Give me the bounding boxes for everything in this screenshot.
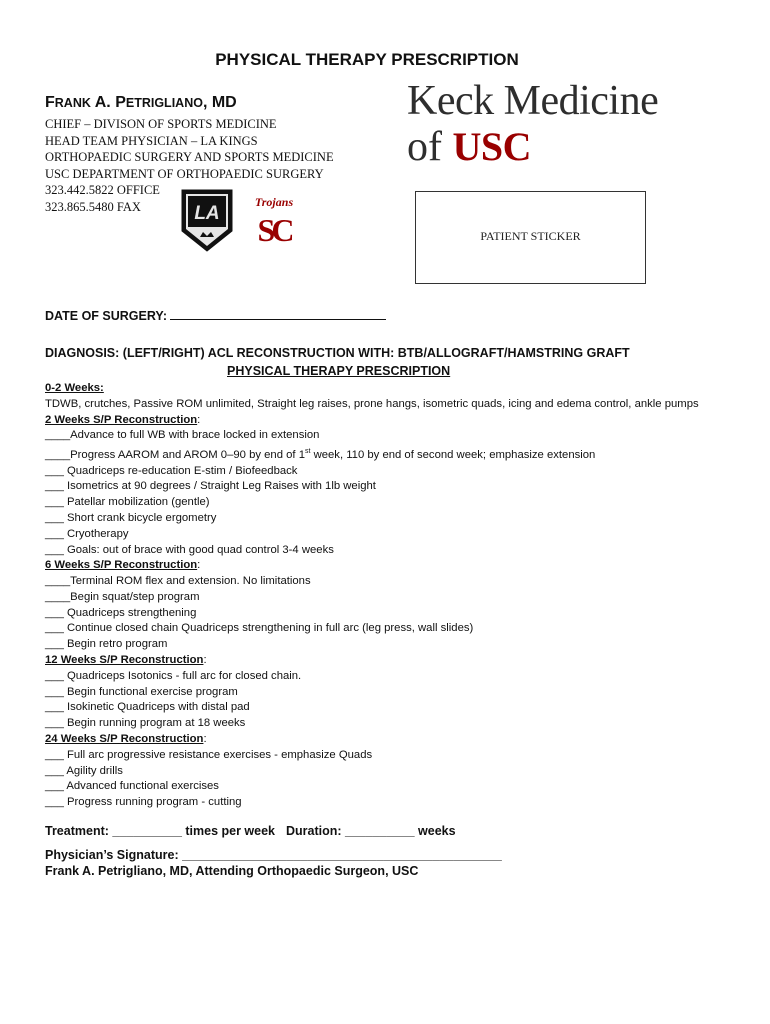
credential-line: HEAD TEAM PHYSICIAN – LA KINGS [45,133,258,148]
la-kings-shield-icon [179,187,235,255]
keck-logo-usc: USC [452,124,532,169]
patient-sticker-box[interactable] [415,191,646,284]
checklist-item[interactable]: ___ Cryotherapy [45,527,129,540]
treatment-frequency[interactable]: Treatment: __________ times per week [45,824,275,838]
phase-heading-12-weeks-label: 12 Weeks S/P Reconstruction [45,654,204,667]
date-of-surgery-label: DATE OF SURGERY: [45,309,167,323]
checklist-item[interactable]: ___ Advanced functional exercises [45,780,219,793]
checklist-item[interactable]: ____Begin squat/step program [45,590,200,603]
phase-heading-2-weeks-label: 2 Weeks S/P Reconstruction [45,413,198,426]
phase-heading-24-weeks-label: 24 Weeks S/P Reconstruction [45,732,204,745]
ordinal-suffix: st [304,448,311,456]
checklist-item[interactable]: ____Advance to full WB with brace locked in extension [45,429,320,442]
checklist-item[interactable]: ___ Begin retro program [45,638,168,651]
doctor-name-rank: RANK [54,96,91,110]
checklist-item[interactable]: ____Terminal ROM flex and extension. No limitations [45,575,311,588]
doctor-name-a-p: A. P [90,94,126,111]
date-of-surgery-field[interactable] [170,308,386,320]
keck-medicine-logo [407,78,658,170]
trojans-sc-icon [248,195,300,247]
phase-heading-0-2-weeks: 0-2 Weeks: [45,382,104,394]
checklist-item[interactable]: ___ Goals: out of brace with good quad control 3-4 weeks [45,543,334,556]
checklist-item[interactable]: ___ Quadriceps strengthening [45,606,197,619]
checklist-item[interactable]: ___ Continue closed chain Quadriceps strengthening in full arc (leg press, wall slides) [45,622,474,635]
usc-trojans-logo [248,195,300,252]
signature-label: Physician’s Signature: [45,848,179,862]
credential-line: USC DEPARTMENT OF ORTHOPAEDIC SURGERY [45,166,324,181]
fax-number: 323.865.5480 FAX [45,199,141,214]
checklist-item-text: week, 110 by end of second week; emphasize extension [310,448,596,461]
checklist-item[interactable]: ___ Quadriceps Isotonics - full arc for closed chain. [45,669,302,682]
la-kings-logo [179,187,235,260]
keck-logo-line1: Keck Medicine [407,78,659,124]
credential-line: ORTHOPAEDIC SURGERY AND SPORTS MEDICINE [45,150,334,165]
keck-logo-of: of [407,124,453,170]
patient-sticker-label: PATIENT STICKER [480,229,581,243]
treatment-row [45,824,456,838]
checklist-item[interactable]: ___ Short crank bicycle ergometry [45,512,217,525]
checklist-item[interactable]: ___ Full arc progressive resistance exercises - emphasize Quads [45,748,373,761]
phase-heading-12-weeks [45,653,699,669]
doctor-name [45,94,237,112]
checklist-item-text: ____Progress AAROM and AROM 0–90 by end of 1 [45,448,305,461]
date-of-surgery [45,308,386,323]
heading-colon: : [197,413,201,426]
phase-heading-6-weeks-label: 6 Weeks S/P Reconstruction [45,559,198,572]
doctor-name-etrigliano: ETRIGLIANO [125,96,203,110]
la-logo-text: LA [194,203,220,224]
page-title: PHYSICAL THERAPY PRESCRIPTION [215,50,519,69]
sc-logo-text: SC [257,212,291,247]
prescription-body [45,381,699,811]
checklist-item[interactable]: ___ Begin functional exercise program [45,685,238,698]
office-phone: 323.442.5822 OFFICE [45,183,160,198]
checklist-item[interactable]: ___ Isokinetic Quadriceps with distal pad [45,701,250,714]
phase-0-2-weeks-text: TDWB, crutches, Passive ROM unlimited, Straight leg raises, prone hangs, isometric quads, icing and edema control, ankle pumps [45,397,699,410]
doctor-name-F: F [45,94,55,111]
heading-colon: : [203,654,207,667]
pt-prescription-subheading: PHYSICAL THERAPY PRESCRIPTION [227,364,451,378]
diagnosis: DIAGNOSIS: (LEFT/RIGHT) ACL RECONSTRUCTION WITH: BTB/ALLOGRAFT/HAMSTRING GRAFT [45,346,630,360]
checklist-item[interactable]: ___ Progress running program - cutting [45,796,242,809]
signature-row [45,848,502,862]
heading-colon: : [197,559,201,572]
checklist-item[interactable]: ___ Quadriceps re-education E-stim / Biofeedback [45,464,298,477]
phase-heading-6-weeks [45,558,699,574]
phase-heading-24-weeks [45,732,699,748]
treatment-duration[interactable]: Duration: __________ weeks [286,824,456,838]
credential-line: CHIEF – DIVISON OF SPORTS MEDICINE [45,117,277,131]
keck-logo-line2 [407,124,658,170]
trojans-logo-text: Trojans [254,195,294,209]
checklist-item[interactable]: ___ Patellar mobilization (gentle) [45,496,210,509]
signature-field[interactable]: ______________________________________________ [182,848,502,862]
phase-heading-2-weeks [45,413,699,429]
checklist-item[interactable]: ___ Agility drills [45,764,123,777]
physician-name: Frank A. Petrigliano, MD, Attending Orthopaedic Surgeon, USC [45,864,419,878]
doctor-name-md: , MD [202,94,237,111]
checklist-item[interactable]: ___ Begin running program at 18 weeks [45,717,246,730]
checklist-item[interactable] [45,444,699,464]
heading-colon: : [203,732,207,745]
checklist-item[interactable]: ___ Isometrics at 90 degrees / Straight Leg Raises with 1lb weight [45,480,376,493]
